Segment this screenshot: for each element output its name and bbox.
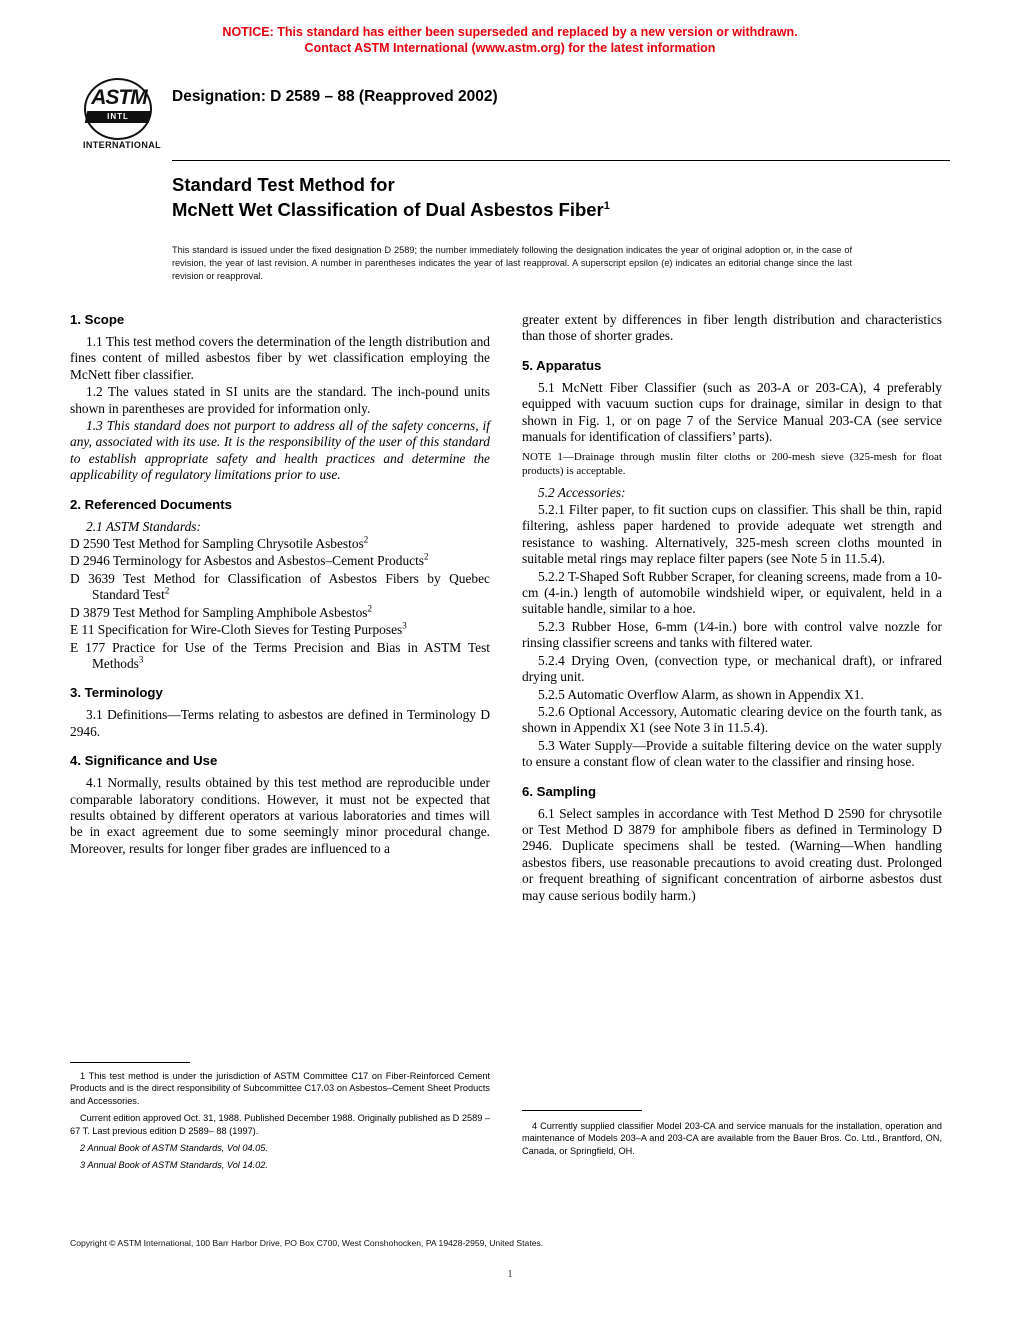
section-heading-scope: 1. Scope	[70, 312, 125, 327]
subheading-astm-standards: 2.1 ASTM Standards:	[86, 518, 201, 534]
withdrawal-notice	[70, 24, 950, 56]
reference-text: D 2946 Terminology for Asbestos and Asbestos–Cement Products	[70, 553, 425, 569]
footnote-divider-right	[522, 1110, 642, 1111]
header-divider	[172, 160, 950, 161]
standard-preamble: This standard is issued under the fixed designation D 2589; the number immediately following the designation indicates the year of original adoption or, in the case of revision, the year of last revision. A number in parentheses indicates the year of last reapproval. A superscript epsilon (e) indicates an editorial change since the last revision or reapproval.	[172, 245, 852, 281]
footnote-edition: Current edition approved Oct. 31, 1988. Published December 1988. Originally published as D 2589 – 67 T. Last previous edition D 2589– 88 (1997).	[70, 1113, 490, 1136]
section-heading-apparatus: 5. Apparatus	[522, 357, 602, 373]
footnote-divider-left	[70, 1062, 190, 1063]
footnote-1: 1 This test method is under the jurisdiction of ASTM Committee C17 on Fiber-Reinforced Cement Products and is the direct responsibility of Subcommittee C17.03 on Asbestos–Cement Sheet Products and Accessories.	[70, 1071, 490, 1106]
reference-footnote-marker: 2	[363, 534, 369, 545]
paragraph-5-2-4: 5.2.4 Drying Oven, (convection type, or mechanical draft), or infrared drying unit.	[522, 652, 942, 685]
subheading-accessories: 5.2 Accessories:	[538, 484, 626, 500]
paragraph-4-1-continuation: greater extent by differences in fiber length distribution and characteristics than those of shorter grades.	[522, 312, 942, 344]
paragraph-3-1-text: 3.1 Definitions—Terms relating to asbestos are defined in Terminology D 2946.	[70, 707, 490, 739]
paragraph-5-2-2: 5.2.2 T-Shaped Soft Rubber Scraper, for cleaning screens, made from a 10-cm (4-in.) length of automobile windshield wiper, or equivalent, held in a suitable handle, similar to a hoe.	[522, 568, 942, 617]
reference-item	[70, 605, 490, 621]
footnotes-right	[522, 1120, 942, 1157]
column-right	[522, 312, 942, 905]
paragraph-5-2-5: 5.2.5 Automatic Overflow Alarm, as shown in Appendix X1.	[538, 686, 864, 702]
paragraph-5-2-6: 5.2.6 Optional Accessory, Automatic clearing device on the fourth tank, as shown in Appendix X1 (see Note 3 in 11.5.4).	[522, 703, 942, 736]
reference-text: E 11 Specification for Wire-Cloth Sieves for Testing Purposes	[70, 622, 403, 638]
paragraph-1-3: 1.3 This standard does not purport to address all of the safety concerns, if any, associated with its use. It is the responsibility of the user of this standard to establish appropriate safety and health practices and determine the applicability of regulatory limitations prior to use.	[70, 418, 490, 483]
paragraph-4-1: 4.1 Normally, results obtained by this test method are reproducible under comparable laboratory conditions. However, it must not be expected that results obtained by different operators at various laboratories and times will be in exact agreement due to some seemingly minor procedural change. Moreover, results for longer fiber grades are influenced to a	[70, 775, 490, 856]
section-heading-sampling: 6. Sampling	[522, 783, 597, 799]
title-line-1: Standard Test Method for	[172, 174, 395, 195]
page-title	[172, 172, 872, 222]
paragraph-1-1: 1.1 This test method covers the determination of the length distribution and fines content of milled asbestos fiber by wet classification employing the McNett fiber classifier.	[70, 334, 490, 382]
logo-wordmark: ASTM	[91, 86, 147, 109]
title-footnote-marker: 1	[603, 199, 610, 212]
reference-text: D 2590 Test Method for Sampling Chrysotile Asbestos	[70, 536, 364, 552]
reference-footnote-marker: 2	[367, 603, 372, 614]
section-heading-terminology: 3. Terminology	[70, 685, 163, 701]
reference-item	[70, 536, 490, 552]
paragraph-1-2: 1.2 The values stated in SI units are the standard. The inch-pound units shown in parentheses are provided for information only.	[70, 384, 490, 416]
paragraph-3-1	[70, 707, 490, 740]
reference-item	[70, 571, 490, 604]
logo-subtitle: INTERNATIONAL	[82, 140, 162, 150]
footnote-3: 3 Annual Book of ASTM Standards, Vol 14.02.	[80, 1160, 268, 1171]
paragraph-5-2-1: 5.2.1 Filter paper, to fit suction cups on classifier. This shall be thin, rapid filtering, ashless paper hardened to provide adequate wet strength and resistance to washing. Alternatively, 325-mesh screen cloths mounted in suitable metal rings may replace filter papers (see Note 5 in 11.5.4).	[522, 502, 942, 567]
title-line-2	[172, 197, 872, 222]
logo-bar-icon	[85, 111, 152, 123]
reference-footnote-marker: 2	[164, 585, 170, 596]
note-1: NOTE 1—Drainage through muslin filter cloths or 200-mesh sieve (325-mesh for float products) is acceptable.	[522, 451, 942, 478]
section-heading-referenced-documents: 2. Referenced Documents	[70, 496, 232, 512]
reference-item	[70, 622, 490, 638]
logo-bar-text: INTL	[107, 112, 129, 121]
page-number: 1	[507, 1268, 513, 1280]
astm-logo	[78, 78, 166, 154]
notice-line-1: NOTICE: This standard has either been superseded and replaced by a new version or withdrawn.	[222, 25, 798, 39]
notice-line-2: Contact ASTM International (www.astm.org) for the latest information	[304, 41, 716, 55]
reference-item	[70, 553, 490, 569]
paragraph-5-3: 5.3 Water Supply—Provide a suitable filtering device on the water supply to ensure a constant flow of clean water to the classifier and rinsing hose.	[522, 737, 942, 770]
footnote-2: 2 Annual Book of ASTM Standards, Vol 04.05.	[80, 1143, 268, 1154]
designation-line: Designation: D 2589 – 88 (Reapproved 2002)	[172, 88, 498, 105]
paragraph-6-1: 6.1 Select samples in accordance with Test Method D 2590 for chrysotile or Test Method D 3879 for amphibole fibers as defined in Terminology D 2946. Duplicate specimens shall be tested. (Warning—When handling asbestos fibers, use reasonable precautions to avoid creating dust. Prolonged or frequent breathing of significant concentration of airborne asbestos dust may cause serious bodily harm.)	[522, 805, 942, 903]
paragraph-5-1: 5.1 McNett Fiber Classifier (such as 203-A or 203-CA), 4 preferably equipped with vacuum suction cups for drainage, similar in design to that shown in Fig. 1, or on page 7 of the Service Manual 203-CA (see service manuals for identification of classifiers’ parts).	[522, 379, 942, 445]
section-heading-significance-and-use: 4. Significance and Use	[70, 753, 218, 769]
reference-footnote-marker: 3	[402, 620, 407, 631]
reference-text: D 3879 Test Method for Sampling Amphibole Asbestos	[70, 604, 368, 620]
reference-footnote-marker: 3	[138, 654, 144, 665]
reference-text: E 177 Practice for Use of the Terms Precision and Bias in ASTM Test Methods	[70, 639, 490, 671]
reference-footnote-marker: 2	[424, 552, 429, 562]
footnotes-left	[70, 1070, 490, 1177]
reference-item	[70, 640, 490, 673]
column-left	[70, 312, 490, 858]
footnote-4: 4 Currently supplied classifier Model 203-CA and service manuals for the installation, operation and maintenance of Models 203–A and 203-CA are available from the Bauer Bros. Co. Ltd., Brantford, ON, Canada, or Springfield, OH.	[522, 1121, 942, 1156]
paragraph-5-2-3: 5.2.3 Rubber Hose, 6-mm (1⁄4-in.) bore with control valve nozzle for rinsing classifier screens and tanks with filtered water.	[522, 618, 942, 651]
reference-text: D 3639 Test Method for Classification of Asbestos Fibers by Quebec Standard Test	[70, 570, 490, 603]
copyright-line: Copyright © ASTM International, 100 Barr Harbor Drive, PO Box C700, West Conshohocken, PA 19428-2959, United States.	[70, 1238, 544, 1248]
title-line-2-text: McNett Wet Classification of Dual Asbestos Fiber	[172, 199, 604, 220]
